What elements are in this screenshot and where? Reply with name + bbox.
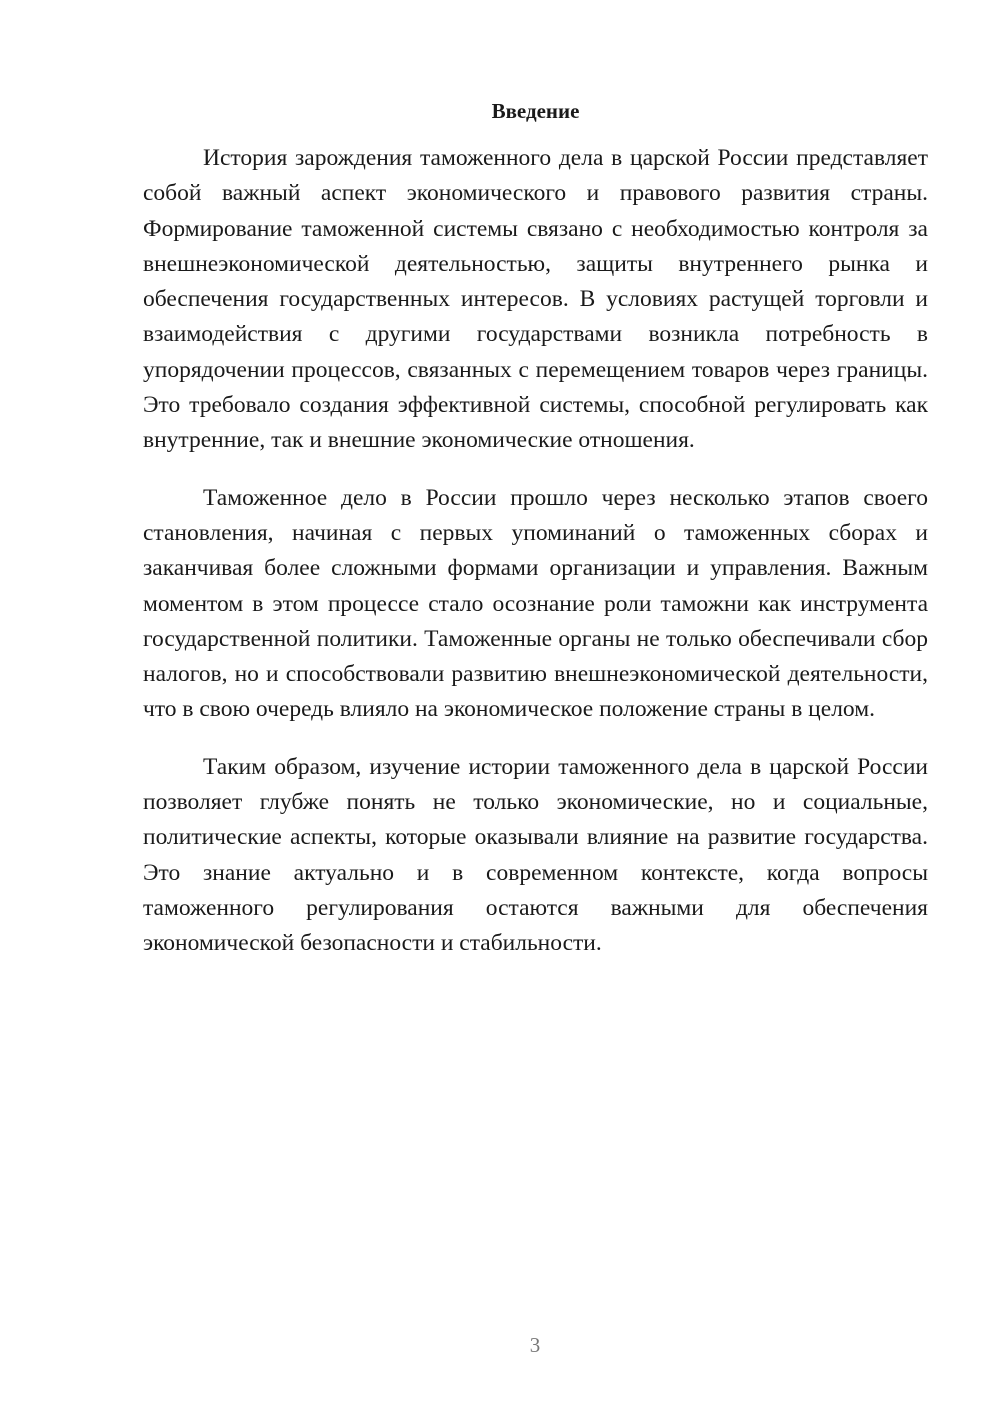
paragraph-3: Таким образом, изучение истории таможенного дела в царской России позволяет глубже понять не только экономические, но и социальные, политические аспекты, которые оказывали влияние на развитие государства. Это знание актуально и в современном контексте, когда вопросы таможенного регулирования остаются важными для обеспечения экономической безопасности и стабильности.: [143, 753, 928, 957]
paragraph-1: История зарождения таможенного дела в царской России представляет собой важный аспект экономического и правового развития страны. Формирование таможенной системы связано с необходимостью контроля за внешнеэкономической деятельностью, защиты внутреннего рынка и обеспечения государственных интересов. В условиях растущей торговли и взаимодействия с другими государствами возникла потребность в упорядочении процессов, связанных с перемещением товаров через границы. Это требовало создания эффективной системы, способной регулировать как внутренние, так и внешние экономические отношения.: [143, 145, 928, 454]
paragraph-2: Таможенное дело в России прошло через несколько этапов своего становления, начиная с первых упоминаний о таможенных сборах и заканчивая более сложными формами организации и управления. Важным моментом в этом процессе стало осознание роли таможни как инструмента государственной политики. Таможенные органы не только обеспечивали сбор налогов, но и способствовали развитию внешнеэкономической деятельности, что в свою очередь влияло на экономическое положение страны в целом.: [143, 484, 928, 723]
page-number: 3: [529, 1333, 541, 1357]
document-body: [143, 141, 928, 984]
page-title: Введение: [491, 99, 580, 123]
